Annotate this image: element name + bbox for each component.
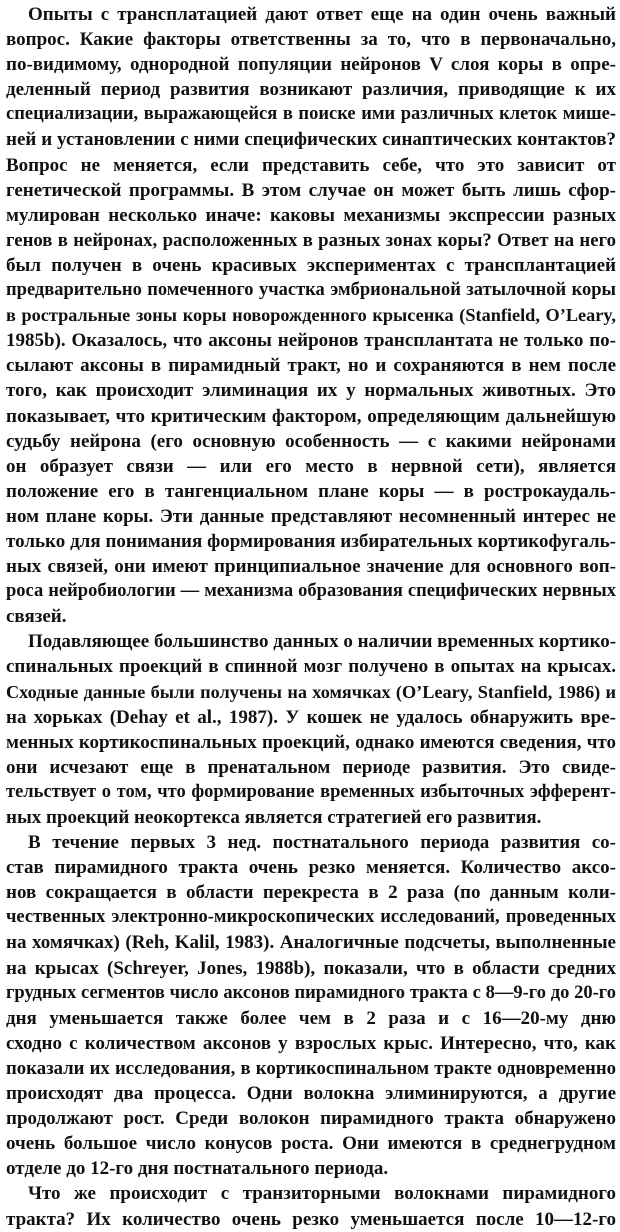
text-line: показали их исследования, в кортикоспинальном тракте одновременно xyxy=(6,1057,616,1079)
text-line: ней и установлении с ними специфических синаптических контактов? xyxy=(6,129,616,151)
text-line: очень большое число конусов роста. Они имеются в среднегрудном xyxy=(6,1133,616,1155)
text-line: Опыты с трансплатацией дают ответ еще на один очень важный xyxy=(28,4,616,25)
text-line: Что же происходит с транзиторными волокнами пирамидного xyxy=(28,1183,616,1205)
text-line: роса нейробиологии — механизма образования специфических нервных xyxy=(6,581,616,602)
text-line: предварительно помеченного участка эмбриональной затылочной коры xyxy=(6,280,616,301)
text-line: тельствует о том, что формирование временных избыточных эфферент- xyxy=(6,781,616,802)
text-line: мулирован несколько иначе: каковы механизмы экспрессии разных xyxy=(6,204,616,226)
text-line: В течение первых 3 нед. постнатального периода развития со- xyxy=(28,832,616,854)
paragraph xyxy=(6,830,616,1181)
text-line: Сходные данные были получены на хомячках (O’Leary, Stanfield, 1986) и xyxy=(6,681,616,702)
paragraph xyxy=(6,629,616,830)
text-line: чественных электронно-микроскопических исследований, проведенных xyxy=(6,907,616,928)
text-line: продолжают рост. Среди волокон пирамидного тракта обнаружено xyxy=(6,1108,616,1130)
text-line: дня уменьшается также более чем в 2 раза и с 16—20-му дню xyxy=(6,1007,616,1029)
text-line: по-видимому, однородной популяции нейронов V слоя коры в опре- xyxy=(6,54,616,76)
text-line: став пирамидного тракта очень резко меняется. Количество аксо- xyxy=(6,857,616,879)
text-line: происходят два процесса. Одни волокна элиминируются, а другие xyxy=(6,1083,616,1105)
book-page xyxy=(6,2,616,1232)
text-line: ных связей, они имеют принципиальное значение для основного воп- xyxy=(6,556,616,578)
text-line: только для понимания формирования избирательных кортикофугаль- xyxy=(6,530,616,552)
text-line: он образует связи — или его место в нервной сети), является xyxy=(6,455,616,477)
text-line: генов в нейронах, расположенных в разных зонах коры? Ответ на него xyxy=(6,229,616,251)
text-line: на хорьках (Dehay et al., 1987). У кошек не удалось обнаружить вре- xyxy=(6,706,616,728)
text-line: отделе до 12-го дня постнатального периода. xyxy=(6,1158,389,1180)
text-line: положение его в тангенциальном плане коры — в рострокаудаль- xyxy=(6,480,616,502)
text-line: тракта? Их количество очень резко уменьшается после 10—12-го xyxy=(6,1208,616,1230)
text-line: в ростральные зоны коры новорожденного крысенка (Stanfield, O’Leary, xyxy=(6,305,616,326)
text-line: на хомячках) (Reh, Kalil, 1983). Аналогичные подсчеты, выполненные xyxy=(6,932,616,954)
text-line: Вопрос не меняется, если представить себе, что это зависит от xyxy=(6,154,616,176)
text-line: показывает, что критическим фактором, определяющим дальнейшую xyxy=(6,405,616,427)
text-line: спинальных проекций в спинной мозг получено в опытах на крысах. xyxy=(6,656,616,678)
text-line: ном плане коры. Эти данные представляют несомненный интерес не xyxy=(6,505,616,527)
page-text xyxy=(6,2,616,1232)
text-line: Подавляющее большинство данных о наличии временных кортико- xyxy=(28,631,617,653)
paragraph xyxy=(6,2,616,629)
text-line: ных проекций неокортекса является стратегией его развития. xyxy=(6,807,542,828)
text-line: сылают аксоны в пирамидный тракт, но и сохраняются в нем после xyxy=(6,355,616,377)
paragraph xyxy=(6,1181,616,1231)
text-line: связей. xyxy=(6,606,67,628)
text-line: они исчезают еще в пренатальном периоде развития. Это свиде- xyxy=(6,756,616,778)
text-line: сходно с количеством аксонов у взрослых крыс. Интересно, что, как xyxy=(6,1032,616,1054)
text-line: вопрос. Какие факторы ответственны за то, что в первоначально, xyxy=(6,29,616,51)
text-line: судьбу нейрона (его основную особенность — с какими нейронами xyxy=(6,430,616,452)
text-line: того, как происходит элиминация их у нормальных животных. Это xyxy=(6,380,616,402)
text-line: генетической программы. В этом случае он может быть лишь сфор- xyxy=(6,179,616,201)
text-line: на крысах (Schreyer, Jones, 1988b), показали, что в области средних xyxy=(6,957,616,979)
text-line: специализации, выражающейся в поиске ими различных клеток мише- xyxy=(6,104,616,125)
text-line: 1985b). Оказалось, что аксоны нейронов трансплантата не только по- xyxy=(6,330,616,352)
text-line: деленный период развития возникают различия, приводящие к их xyxy=(6,79,616,101)
text-line: менных кортикоспинальных проекций, однако имеются сведения, что xyxy=(6,731,616,753)
text-line: грудных сегментов число аксонов пирамидного тракта с 8—9-го до 20-го xyxy=(6,982,616,1003)
text-line: нов сокращается в области перекреста в 2 раза (по данным коли- xyxy=(6,882,616,904)
text-line: был получен в очень красивых экспериментах с трансплантацией xyxy=(6,254,616,276)
